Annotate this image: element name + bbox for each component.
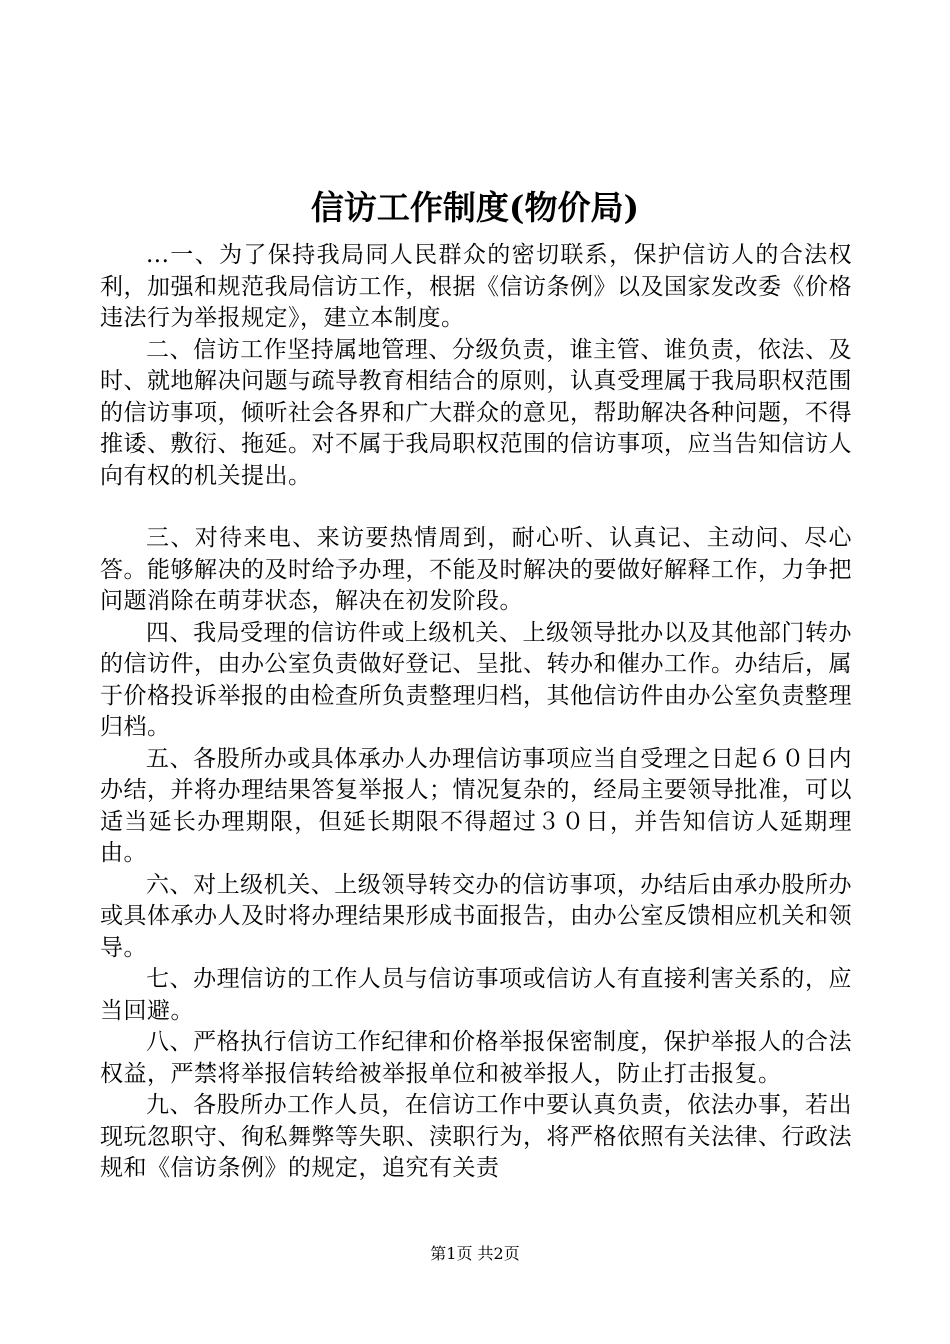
paragraph-9: 九、各股所办工作人员，在信访工作中要认真负责，依法办事，若出现玩忽职守、徇私舞弊等失职、渎职行为，将严格依照有关法律、行政法规和《信访条例》的规定，追究有关责: [100, 1092, 852, 1181]
paragraph-8: 八、严格执行信访工作纪律和价格举报保密制度，保护举报人的合法权益，严禁将举报信转给被举报单位和被举报人，防止打击报复。: [100, 1029, 852, 1087]
paragraph-5: 五、各股所办或具体承办人办理信访事项应当自受理之日起６０日内办结，并将办理结果答复举报人；情况复杂的，经局主要领导批准，可以适当延长办理期限，但延长期限不得超过３０日，并告知信访人延期理由。: [100, 745, 852, 866]
paragraph-1: ...一、为了保持我局同人民群众的密切联系，保护信访人的合法权利，加强和规范我局信访工作，根据《信访条例》以及国家发改委《价格违法行为举报规定》，建立本制度。: [100, 242, 852, 331]
document-body: [100, 240, 852, 1185]
paragraph-4: 四、我局受理的信访件或上级机关、上级领导批办以及其他部门转办的信访件，由办公室负责做好登记、呈批、转办和催办工作。办结后，属于价格投诉举报的由检查所负责整理归档，其他信访件由办公室负责整理归档。: [100, 619, 852, 740]
paragraph-7: 七、办理信访的工作人员与信访事项或信访人有直接利害关系的，应当回避。: [100, 966, 852, 1024]
paragraph-6: 六、对上级机关、上级领导转交办的信访事项，办结后由承办股所办或具体承办人及时将办理结果形成书面报告，由办公室反馈相应机关和领导。: [100, 871, 852, 961]
paragraph-3: 三、对待来电、来访要热情周到，耐心听、认真记、主动问、尽心答。能够解决的及时给予办理，不能及时解决的要做好解释工作，力争把问题消除在萌芽状态，解决在初发阶段。: [100, 525, 852, 614]
document-title: 信访工作制度(物价局): [310, 188, 640, 227]
page-footer: 第1页 共2页: [430, 1244, 520, 1263]
paragraph-2: 二、信访工作坚持属地管理、分级负责，谁主管、谁负责，依法、及时、就地解决问题与疏导教育相结合的原则，认真受理属于我局职权范围的信访事项，倾听社会各界和广大群众的意见，帮助解决各种问题，不得推诿、敷衍、拖延。对不属于我局职权范围的信访事项，应当告知信访人向有权的机关提出。: [100, 336, 852, 489]
